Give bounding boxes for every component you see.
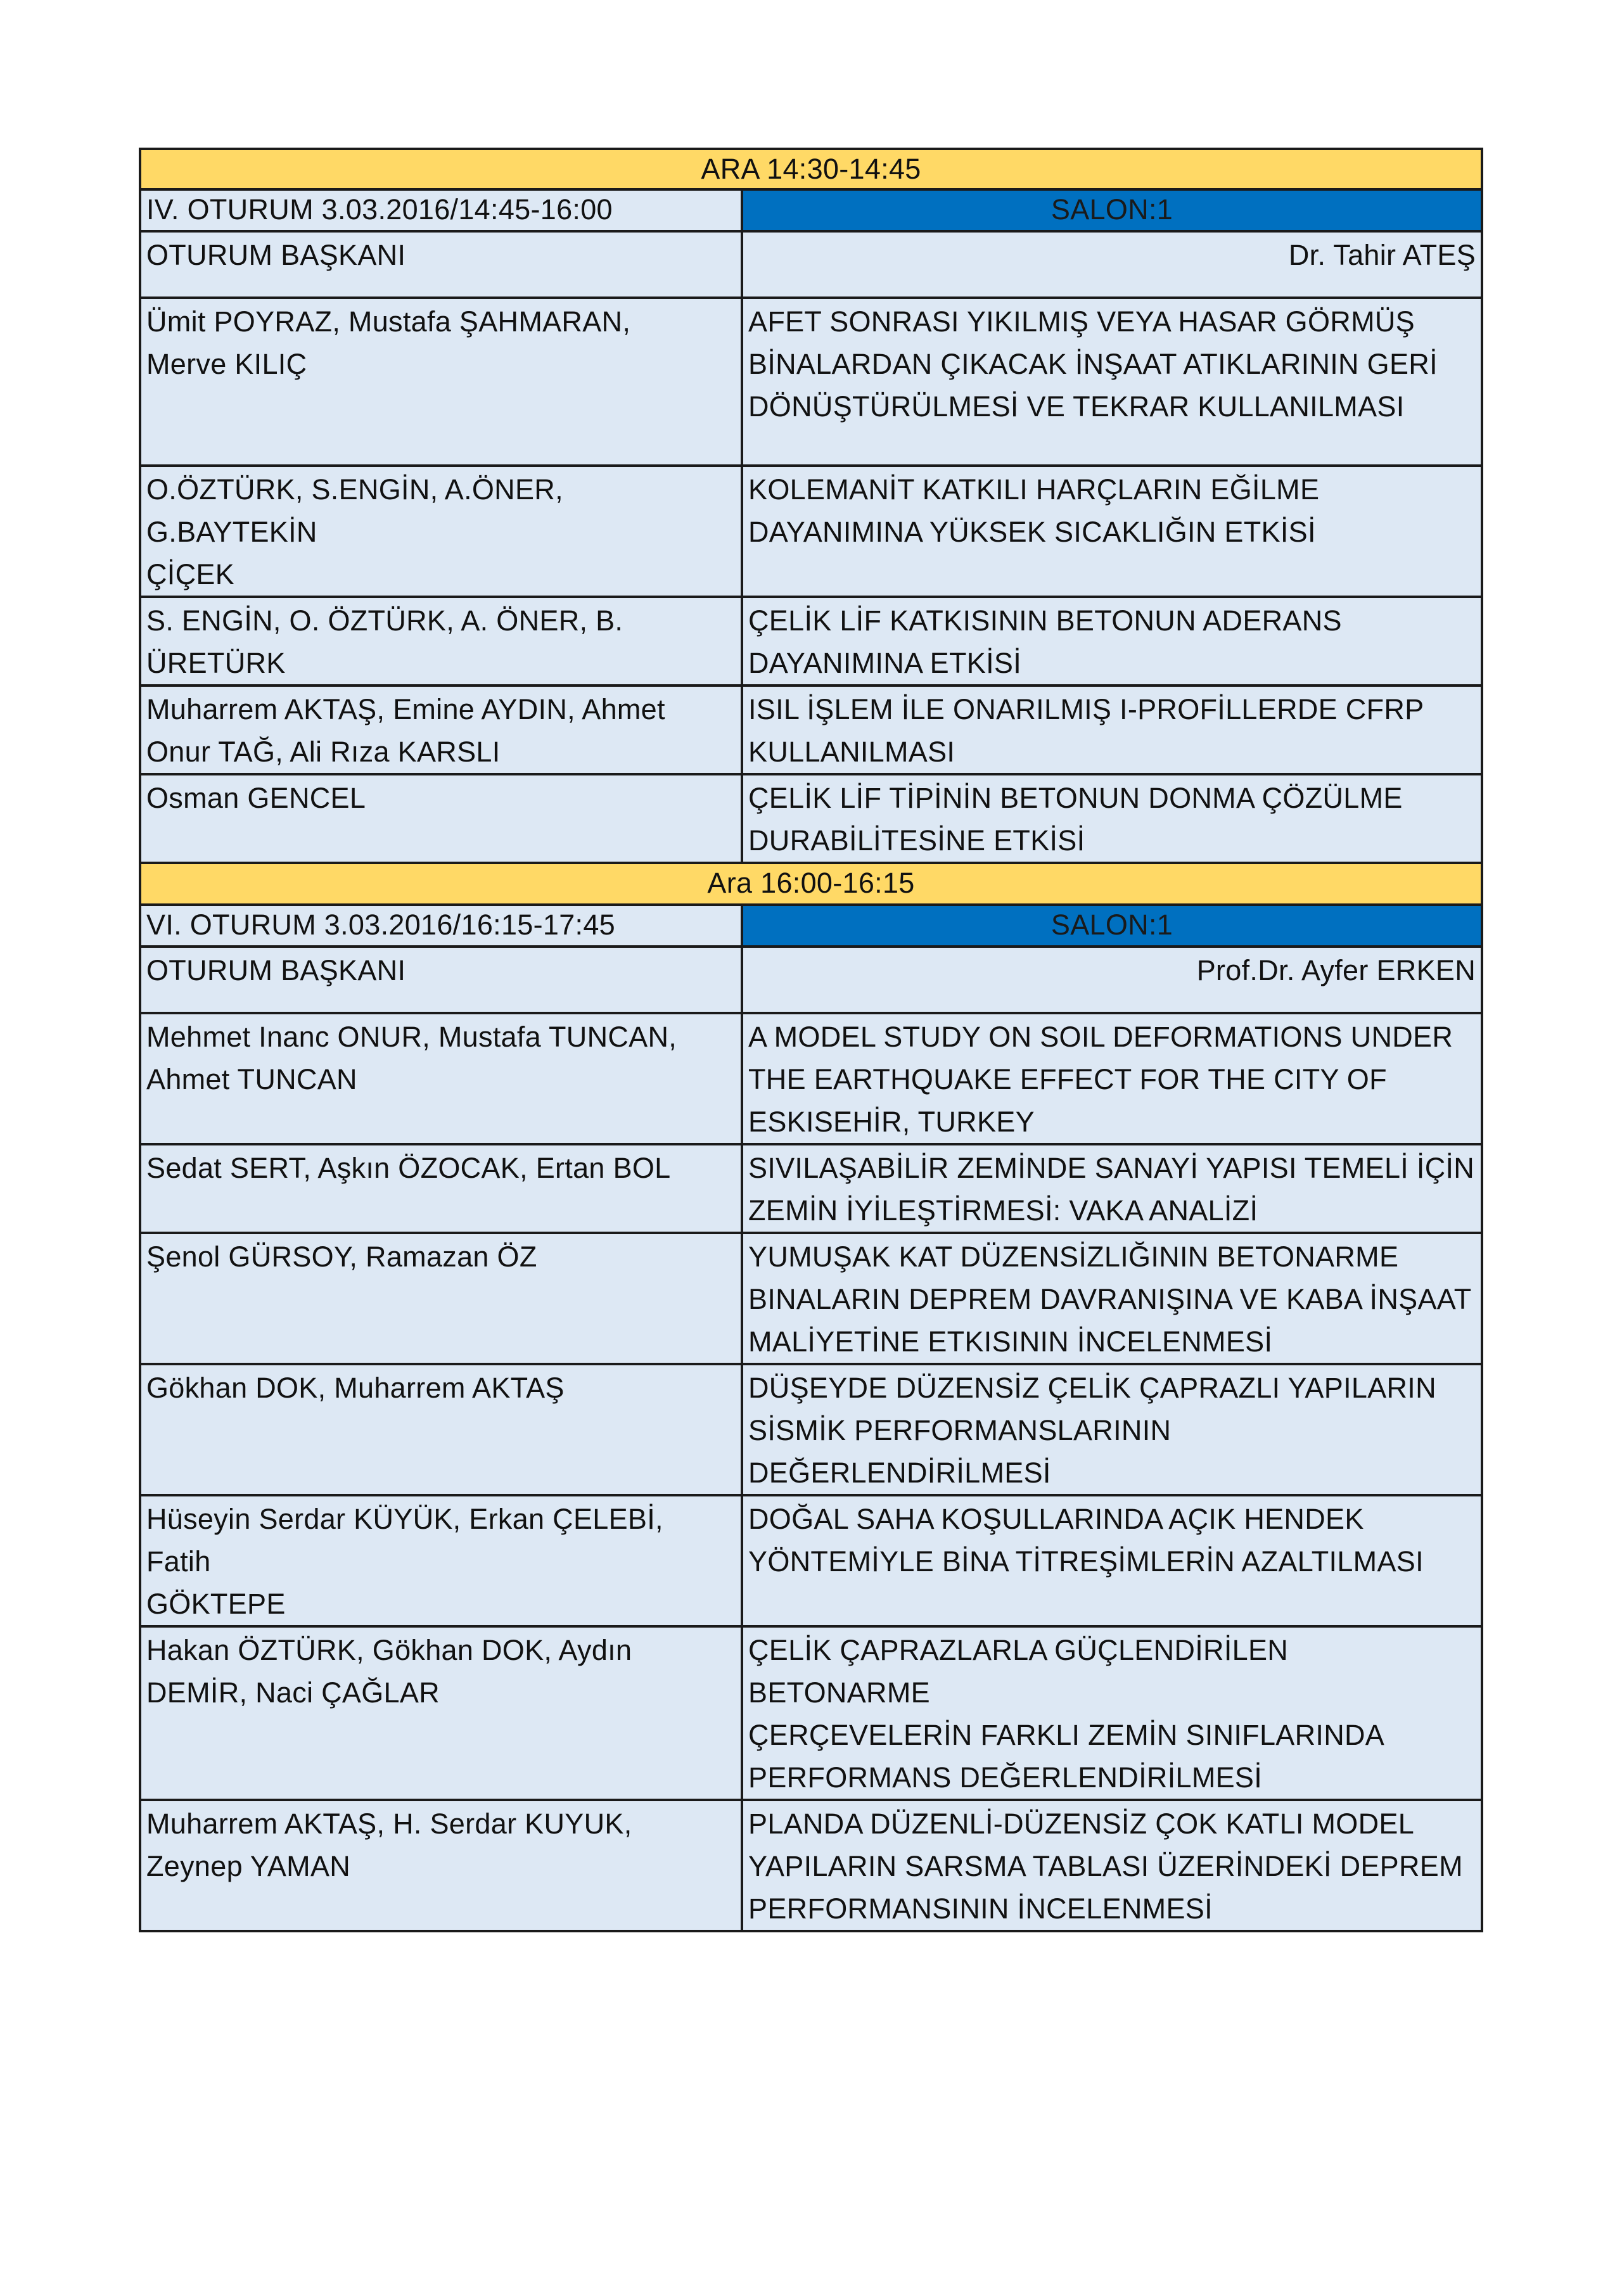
paper-row (140, 774, 1482, 863)
salon-label: SALON:1 (742, 189, 1482, 231)
session-header-row (140, 905, 1482, 947)
paper-authors: Muharrem AKTAŞ, H. Serdar KUYUK, Zeynep YAMAN (140, 1800, 742, 1931)
paper-authors: Osman GENCEL (140, 774, 742, 863)
paper-row (140, 1233, 1482, 1364)
chair-name: Prof.Dr. Ayfer ERKEN (742, 947, 1482, 1013)
paper-authors: Gökhan DOK, Muharrem AKTAŞ (140, 1364, 742, 1495)
chair-name: Dr. Tahir ATEŞ (742, 231, 1482, 298)
session-header-row (140, 189, 1482, 231)
break-label: ARA 14:30-14:45 (140, 149, 1482, 189)
chair-row (140, 947, 1482, 1013)
paper-row (140, 466, 1482, 597)
paper-authors: O.ÖZTÜRK, S.ENGİN, A.ÖNER, G.BAYTEKİN ÇİÇEK (140, 466, 742, 597)
paper-row (140, 686, 1482, 774)
chair-label: OTURUM BAŞKANI (140, 231, 742, 298)
paper-title: PLANDA DÜZENLİ-DÜZENSİZ ÇOK KATLI MODEL YAPILARIN SARSMA TABLASI ÜZERİNDEKİ DEPREM PERFORMANSININ İNCELENMESİ (742, 1800, 1482, 1931)
paper-authors: Muharrem AKTAŞ, Emine AYDIN, Ahmet Onur TAĞ, Ali Rıza KARSLI (140, 686, 742, 774)
paper-title: ÇELİK LİF KATKISININ BETONUN ADERANS DAYANIMINA ETKİSİ (742, 597, 1482, 686)
paper-authors: Hakan ÖZTÜRK, Gökhan DOK, Aydın DEMİR, Naci ÇAĞLAR (140, 1626, 742, 1800)
salon-label: SALON:1 (742, 905, 1482, 947)
paper-row (140, 1800, 1482, 1931)
session-title: VI. OTURUM 3.03.2016/16:15-17:45 (140, 905, 742, 947)
paper-row (140, 1144, 1482, 1233)
paper-title: ÇELİK ÇAPRAZLARLA GÜÇLENDİRİLEN BETONARME ÇERÇEVELERİN FARKLI ZEMİN SINIFLARINDA PERFORMANS DEĞERLENDİRİLMESİ (742, 1626, 1482, 1800)
paper-title: A MODEL STUDY ON SOIL DEFORMATIONS UNDER THE EARTHQUAKE EFFECT FOR THE CITY OF ESKISEHİR, TURKEY (742, 1013, 1482, 1144)
paper-row (140, 1013, 1482, 1144)
chair-label: OTURUM BAŞKANI (140, 947, 742, 1013)
paper-title: YUMUŞAK KAT DÜZENSİZLIĞININ BETONARME BINALARIN DEPREM DAVRANIŞINA VE KABA İNŞAAT MALİYETİNE ETKISININ İNCELENMESİ (742, 1233, 1482, 1364)
paper-authors: S. ENGİN, O. ÖZTÜRK, A. ÖNER, B. ÜRETÜRK (140, 597, 742, 686)
schedule-table (139, 148, 1483, 1932)
paper-title: DOĞAL SAHA KOŞULLARINDA AÇIK HENDEK YÖNTEMİYLE BİNA TİTREŞİMLERİN AZALTILMASI (742, 1495, 1482, 1626)
session-title: IV. OTURUM 3.03.2016/14:45-16:00 (140, 189, 742, 231)
paper-title: ÇELİK LİF TİPİNİN BETONUN DONMA ÇÖZÜLME DURABİLİTESİNE ETKİSİ (742, 774, 1482, 863)
paper-row (140, 1364, 1482, 1495)
paper-row (140, 1495, 1482, 1626)
paper-authors: Mehmet Inanc ONUR, Mustafa TUNCAN, Ahmet TUNCAN (140, 1013, 742, 1144)
paper-row (140, 1626, 1482, 1800)
paper-title: AFET SONRASI YIKILMIŞ VEYA HASAR GÖRMÜŞ BİNALARDAN ÇIKACAK İNŞAAT ATIKLARININ GERİ DÖNÜŞTÜRÜLMESİ VE TEKRAR KULLANILMASI (742, 298, 1482, 466)
paper-row (140, 597, 1482, 686)
paper-authors: Hüseyin Serdar KÜYÜK, Erkan ÇELEBİ, Fatih GÖKTEPE (140, 1495, 742, 1626)
paper-title: DÜŞEYDE DÜZENSİZ ÇELİK ÇAPRAZLI YAPILARIN SİSMİK PERFORMANSLARININ DEĞERLENDİRİLMESİ (742, 1364, 1482, 1495)
break-row (140, 149, 1482, 189)
paper-authors: Ümit POYRAZ, Mustafa ŞAHMARAN, Merve KILIÇ (140, 298, 742, 466)
paper-row (140, 298, 1482, 466)
paper-authors: Sedat SERT, Aşkın ÖZOCAK, Ertan BOL (140, 1144, 742, 1233)
paper-title: SIVILAŞABİLİR ZEMİNDE SANAYİ YAPISI TEMELİ İÇİN ZEMİN İYİLEŞTİRMESİ: VAKA ANALİZİ (742, 1144, 1482, 1233)
break-label: Ara 16:00-16:15 (140, 863, 1482, 905)
break-row (140, 863, 1482, 905)
paper-title: ISIL İŞLEM İLE ONARILMIŞ I-PROFİLLERDE CFRP KULLANILMASI (742, 686, 1482, 774)
chair-row (140, 231, 1482, 298)
paper-title: KOLEMANİT KATKILI HARÇLARIN EĞİLME DAYANIMINA YÜKSEK SICAKLIĞIN ETKİSİ (742, 466, 1482, 597)
paper-authors: Şenol GÜRSOY, Ramazan ÖZ (140, 1233, 742, 1364)
